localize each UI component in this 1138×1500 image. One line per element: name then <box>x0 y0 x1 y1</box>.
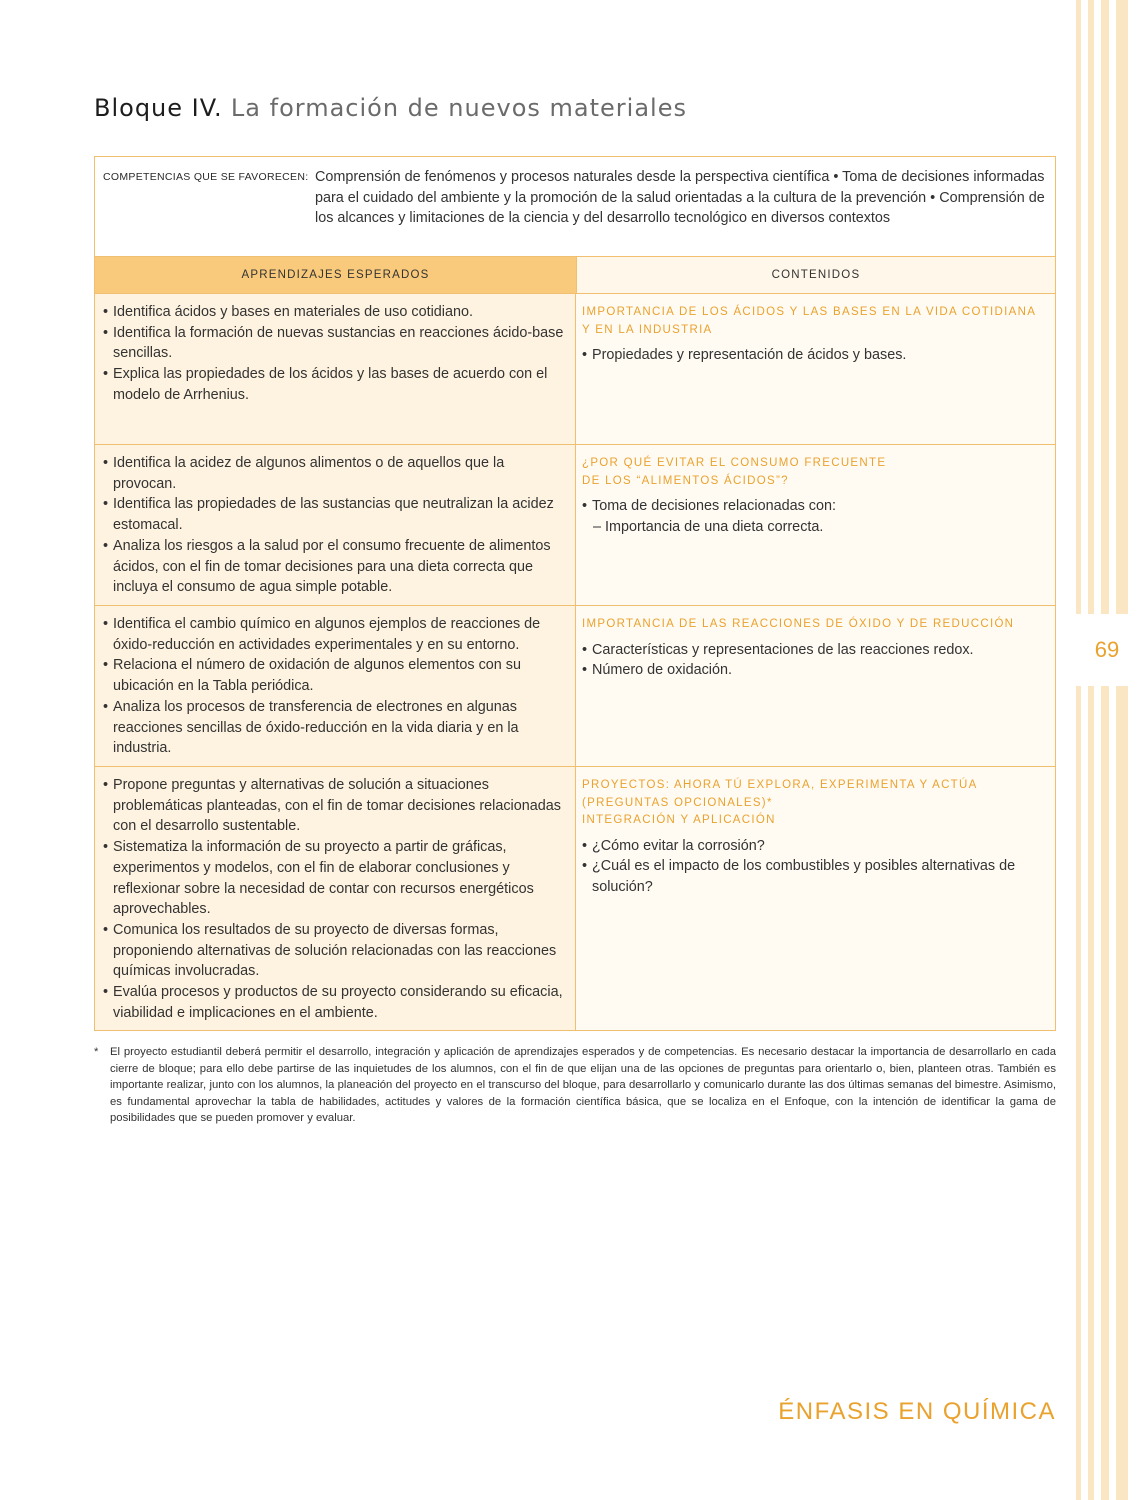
page-number-tab <box>1076 614 1138 686</box>
heading-line: PROYECTOS: AHORA TÚ EXPLORA, EXPERIMENTA Y ACTÚA <box>582 779 978 791</box>
aprendizajes-cell <box>95 606 576 766</box>
contenido-item: • Características y representaciones de las reacciones redox. <box>582 640 1047 661</box>
aprendizaje-item: • Sistematiza la información de su proyecto a partir de gráficas, experimentos y modelos, con el fin de elaborar conclusiones y reflexionar sobre la necesidad de contar con recursos energéticos aprovechables. <box>103 837 567 920</box>
aprendizaje-item: • Identifica el cambio químico en algunos ejemplos de reacciones de óxido-reducción en actividades experimentales y en su entorno. <box>103 614 567 655</box>
contenido-item: • ¿Cómo evitar la corrosión? <box>582 836 1047 857</box>
page-number: 69 <box>1094 637 1120 662</box>
contenidos-cell <box>576 445 1055 605</box>
aprendizaje-item: • Evalúa procesos y productos de su proyecto considerando su eficacia, viabilidad e implicaciones en el ambiente. <box>103 982 567 1023</box>
competencias-text: Comprensión de fenómenos y procesos naturales desde la perspectiva científica • Toma de decisiones informadas para el cuidado del ambiente y la promoción de la salud orientadas a la cultura de la prevención • Comprensión de los alcances y limitaciones de la ciencia y del desarrollo tecnológico en diversos contextos <box>315 169 1045 226</box>
competencias-label: COMPETENCIAS QUE SE FAVORECEN: <box>103 171 309 183</box>
contenidos-cell <box>576 606 1055 766</box>
title-block: Bloque IV. <box>94 94 223 122</box>
page-title <box>94 92 687 123</box>
table-row <box>95 767 1055 1030</box>
decorative-stripe <box>1088 0 1094 1500</box>
heading-line: Y EN LA INDUSTRIA <box>582 323 713 336</box>
contenido-heading <box>582 777 1047 830</box>
footnote-text: El proyecto estudiantil deberá permitir el desarrollo, integración y aplicación de aprendizajes esperados y de competencias. Es necesario destacar la importancia de desarrollarlo en cada cierre de bloque; para ello debe partirse de las inquietudes de los alumnos, con el fin de que elijan una de las opciones de preguntas para orientarlo o, bien, planteen otras. También es importante realizar, junto con los alumnos, la planeación del proyecto en el transcurso del bloque, para desarrollarlo y comunicarlo durante las dos últimas semanas del bimestre. Asimismo, es fundamental aprovechar la tabla de habilidades, actitudes y valores de la formación científica básica, que se localiza en el Enfoque, con la intención de identificar la gama de posibilidades que se pueden promover y evaluar. <box>110 1046 1056 1124</box>
aprendizaje-item: • Analiza los procesos de transferencia de electrones en algunas reacciones sencillas de óxido-reducción en la vida diaria y en la industria. <box>103 697 567 759</box>
aprendizaje-item: • Identifica las propiedades de las sustancias que neutralizan la acidez estomacal. <box>103 494 567 535</box>
contenido-item: • Toma de decisiones relacionadas con: <box>582 496 1047 517</box>
decorative-stripe <box>1116 0 1128 1500</box>
heading-line: (PREGUNTAS OPCIONALES)* <box>582 796 773 809</box>
table-header <box>95 257 1055 294</box>
contenidos-cell <box>576 294 1055 444</box>
aprendizaje-item: • Comunica los resultados de su proyecto de diversas formas, proponiendo alternativas de solución relacionadas con las reacciones químicas involucradas. <box>103 920 567 982</box>
header-contenidos: CONTENIDOS <box>577 257 1055 293</box>
contenido-heading <box>582 304 1047 339</box>
heading-line: DE LOS “ALIMENTOS ÁCIDOS”? <box>582 474 789 487</box>
title-topic: La formación de nuevos materiales <box>230 94 687 122</box>
contenido-item: • Número de oxidación. <box>582 660 1047 681</box>
aprendizaje-item: • Identifica la acidez de algunos alimentos o de aquellos que la provocan. <box>103 453 567 494</box>
contenido-item: • Propiedades y representación de ácidos y bases. <box>582 345 1047 366</box>
footnote-marker: * <box>94 1046 99 1058</box>
contenido-item: • ¿Cuál es el impacto de los combustibles y posibles alternativas de solución? <box>582 856 1047 897</box>
aprendizaje-item: • Propone preguntas y alternativas de solución a situaciones problemáticas planteadas, con el fin de tomar decisiones relacionadas con el desarrollo sustentable. <box>103 775 567 837</box>
aprendizaje-item: • Identifica la formación de nuevas sustancias en reacciones ácido-base sencillas. <box>103 323 567 364</box>
aprendizajes-cell <box>95 767 576 1030</box>
heading-line: INTEGRACIÓN Y APLICACIÓN <box>582 814 776 826</box>
heading-line: IMPORTANCIA DE LAS REACCIONES DE ÓXIDO Y DE REDUCCIÓN <box>582 618 1015 630</box>
header-aprendizajes: APRENDIZAJES ESPERADOS <box>95 257 577 293</box>
aprendizaje-item: • Explica las propiedades de los ácidos y las bases de acuerdo con el modelo de Arrhenius. <box>103 364 567 405</box>
contenido-subitem: – Importancia de una dieta correcta. <box>593 518 824 535</box>
program-table <box>94 156 1056 1031</box>
aprendizaje-item: • Analiza los riesgos a la salud por el consumo frecuente de alimentos ácidos, con el fin de tomar decisiones para una dieta correcta que incluya el consumo de agua simple potable. <box>103 536 567 598</box>
heading-line: IMPORTANCIA DE LOS ÁCIDOS Y LAS BASES EN LA VIDA COTIDIANA <box>582 306 1037 318</box>
aprendizajes-cell <box>95 294 576 444</box>
table-row <box>95 294 1055 445</box>
competencias-row <box>95 157 1055 257</box>
aprendizaje-item: • Relaciona el número de oxidación de algunos elementos con su ubicación en la Tabla periódica. <box>103 655 567 696</box>
table-row <box>95 445 1055 606</box>
footnote <box>94 1044 1056 1127</box>
contenido-heading <box>582 455 1047 490</box>
decorative-stripe <box>1076 0 1081 1500</box>
decorative-stripe <box>1101 0 1109 1500</box>
table-row <box>95 606 1055 767</box>
contenido-heading <box>582 616 1047 634</box>
contenidos-cell <box>576 767 1055 1030</box>
aprendizaje-item: • Identifica ácidos y bases en materiales de uso cotidiano. <box>103 302 567 323</box>
heading-line: ¿POR QUÉ EVITAR EL CONSUMO FRECUENTE <box>582 457 887 469</box>
footer-title: ÉNFASIS EN QUÍMICA <box>778 1398 1056 1425</box>
aprendizajes-cell <box>95 445 576 605</box>
